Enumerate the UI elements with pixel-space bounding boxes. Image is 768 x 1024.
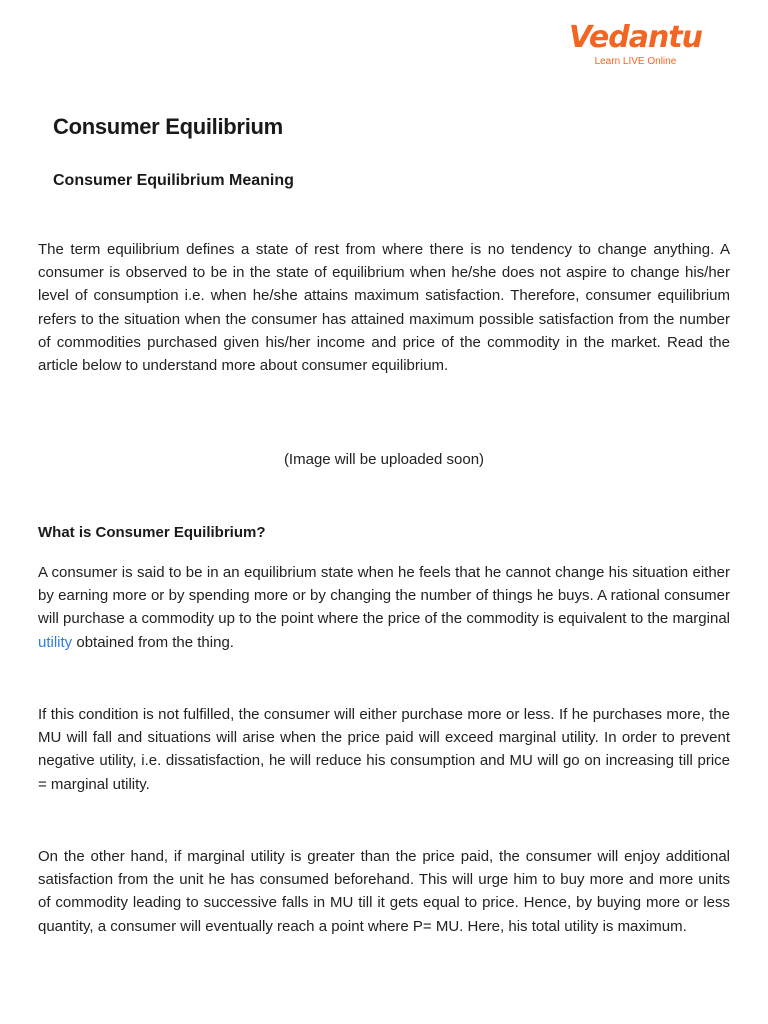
- page-subtitle: Consumer Equilibrium Meaning: [53, 172, 294, 189]
- paragraph-equilibrium-state: [38, 561, 730, 654]
- image-placeholder-text: (Image will be uploaded soon): [283, 451, 485, 468]
- paragraph-condition: If this condition is not fulfilled, the consumer will either purchase more or less. If he purchases more, the MU will fall and situations will arise when the price paid will exceed marginal utility. In order to prevent negative utility, i.e. dissatisfaction, he will reduce his consumption and MU will go on increasing till price = marginal utility.: [38, 706, 730, 793]
- paragraph-text: obtained from the thing.: [72, 633, 234, 651]
- paragraph-other-hand: On the other hand, if marginal utility is greater than the price paid, the consumer will enjoy additional satisfaction from the unit he has consumed beforehand. This will urge him to buy more and more units of commodity leading to successive falls in MU till it gets equal to price. Hence, by buying more or less quantity, a consumer will eventually reach a point where P= MU. Here, his total utility is maximum.: [38, 848, 730, 935]
- logo-tagline: Learn LIVE Online: [594, 56, 677, 67]
- vedantu-logo: [569, 22, 702, 68]
- utility-link[interactable]: utility: [38, 633, 73, 651]
- page-title: Consumer Equilibrium: [53, 114, 283, 139]
- logo-wordmark: Vedantu: [568, 20, 702, 55]
- paragraph-text: A consumer is said to be in an equilibrium state when he feels that he cannot change his situation either by earning more or by spending more or by changing the number of things he buys. A rational consumer will purchase a commodity up to the point where the price of the commodity is equivalent to the marginal: [38, 564, 730, 628]
- intro-paragraph: The term equilibrium defines a state of rest from where there is no tendency to change anything. A consumer is observed to be in the state of equilibrium when he/she does not aspire to change his/her level of consumption i.e. when he/she attains maximum satisfaction. Therefore, consumer equilibrium refers to the situation when the consumer has attained maximum possible satisfaction from the number of commodities purchased given his/her income and price of the commodity in the market. Read the article below to understand more about consumer equilibrium.: [38, 241, 730, 375]
- section-heading: What is Consumer Equilibrium?: [38, 524, 266, 541]
